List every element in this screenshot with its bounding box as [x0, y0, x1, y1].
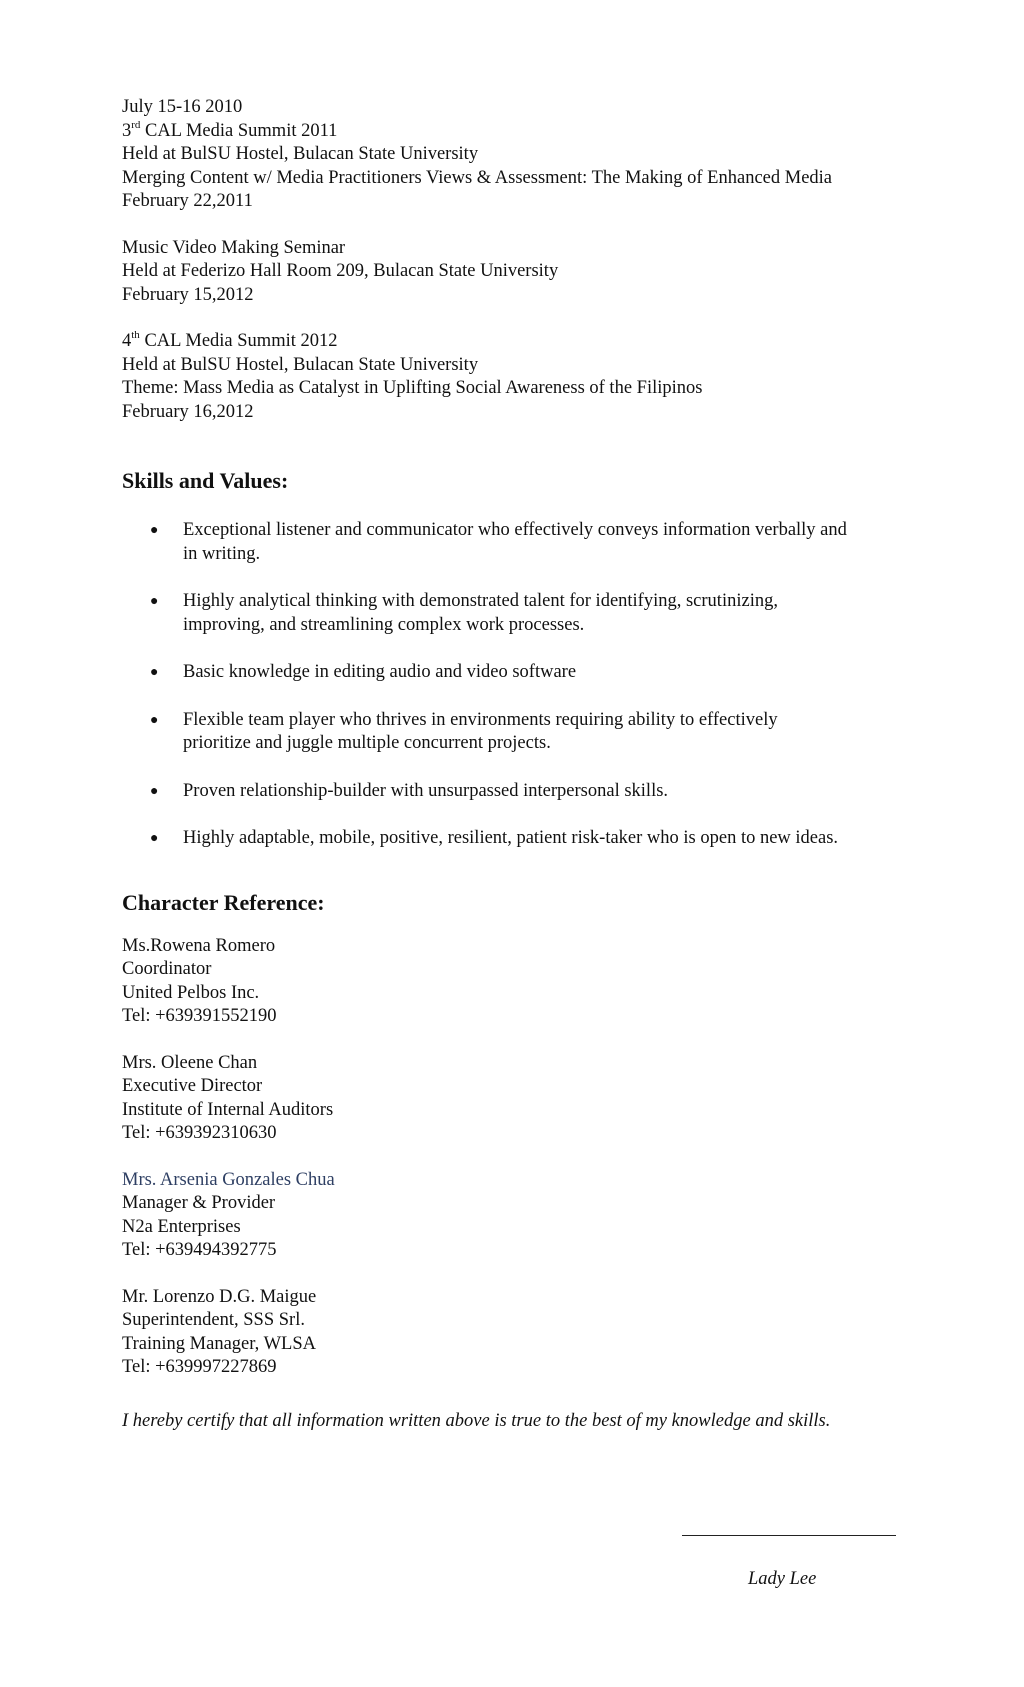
reference-org: Training Manager, WLSA	[122, 1333, 317, 1354]
seminar-theme: Merging Content w/ Media Practitioners Views & Assessment: The Making of Enhanced Media	[122, 167, 833, 188]
reference-entry	[122, 1052, 922, 1146]
reference-position: Superintendent, SSS Srl.	[122, 1310, 305, 1330]
skills-heading: Skills and Values:	[122, 468, 289, 493]
signature-line	[682, 1535, 896, 1536]
seminar-venue: Held at Federizo Hall Room 209, Bulacan State University	[122, 261, 559, 281]
reference-name: Ms.Rowena Romero	[122, 935, 276, 956]
reference-org: United Pelbos Inc.	[122, 982, 260, 1003]
reference-tel: Tel: +639997227869	[122, 1357, 277, 1377]
seminar-title: 3rd CAL Media Summit 2011	[122, 118, 338, 141]
resume-content	[122, 96, 922, 1433]
reference-name: Mrs. Oleene Chan	[122, 1052, 258, 1073]
skill-item: ● Exceptional listener and communicator who effectively conveys information verbally and in writing.	[150, 520, 847, 564]
bullet-icon: ●	[150, 594, 159, 609]
seminar-venue: Held at BulSU Hostel, Bulacan State University	[122, 144, 479, 164]
reference-entry	[122, 1286, 922, 1380]
skill-item: ● Highly analytical thinking with demonstrated talent for identifying, scrutinizing, improving, and streamlining complex work processes.	[150, 591, 778, 635]
reference-position: Coordinator	[122, 959, 212, 979]
reference-tel: Tel: +639391552190	[122, 1006, 277, 1026]
reference-position: Manager & Provider	[122, 1193, 276, 1213]
bullet-icon: ●	[150, 783, 159, 799]
reference-name: Mrs. Arsenia Gonzales Chua	[122, 1169, 335, 1190]
certification-statement: I hereby certify that all information written above is true to the best of my knowledge and skills.	[122, 1410, 831, 1431]
bullet-icon: ●	[150, 665, 159, 680]
seminar-entry	[122, 237, 922, 308]
reference-tel: Tel: +639494392775	[122, 1240, 277, 1260]
reference-name: Mr. Lorenzo D.G. Maigue	[122, 1286, 317, 1307]
references-heading: Character Reference:	[122, 889, 325, 915]
skills-list	[122, 519, 922, 851]
event-line: July 15-16 2010	[122, 97, 243, 117]
seminar-entry	[122, 120, 922, 214]
skill-item: ● Basic knowledge in editing audio and video software	[122, 661, 922, 685]
seminar-title: Music Video Making Seminar	[122, 237, 346, 258]
seminar-date: February 22,2011	[122, 191, 253, 211]
seminar-title: 4th CAL Media Summit 2012	[122, 329, 338, 351]
reference-entry	[122, 935, 922, 1029]
reference-org: N2a Enterprises	[122, 1216, 241, 1237]
reference-entry	[122, 1169, 922, 1263]
bullet-icon: ●	[150, 712, 159, 728]
seminar-venue: Held at BulSU Hostel, Bulacan State University	[122, 354, 479, 375]
reference-position: Executive Director	[122, 1076, 263, 1096]
seminar-date: February 16,2012	[122, 401, 254, 422]
skill-item: ● Flexible team player who thrives in environments requiring ability to effectively prioritize and juggle multiple concurrent projects.	[150, 709, 778, 753]
reference-tel: Tel: +639392310630	[122, 1123, 277, 1143]
bullet-icon: ●	[150, 831, 159, 846]
skill-item: ● Proven relationship-builder with unsurpassed interpersonal skills.	[122, 780, 922, 804]
event-date-line	[122, 96, 922, 120]
bullet-icon: ●	[150, 523, 159, 538]
signature-name: Lady Lee	[748, 1569, 817, 1589]
skill-item: ● Highly adaptable, mobile, positive, resilient, patient risk-taker who is open to new ideas.	[122, 827, 922, 851]
seminar-theme: Theme: Mass Media as Catalyst in Uplifting Social Awareness of the Filipinos	[122, 378, 703, 398]
seminar-entry	[122, 330, 922, 424]
reference-org: Institute of Internal Auditors	[122, 1099, 334, 1120]
seminar-date: February 15,2012	[122, 284, 254, 305]
